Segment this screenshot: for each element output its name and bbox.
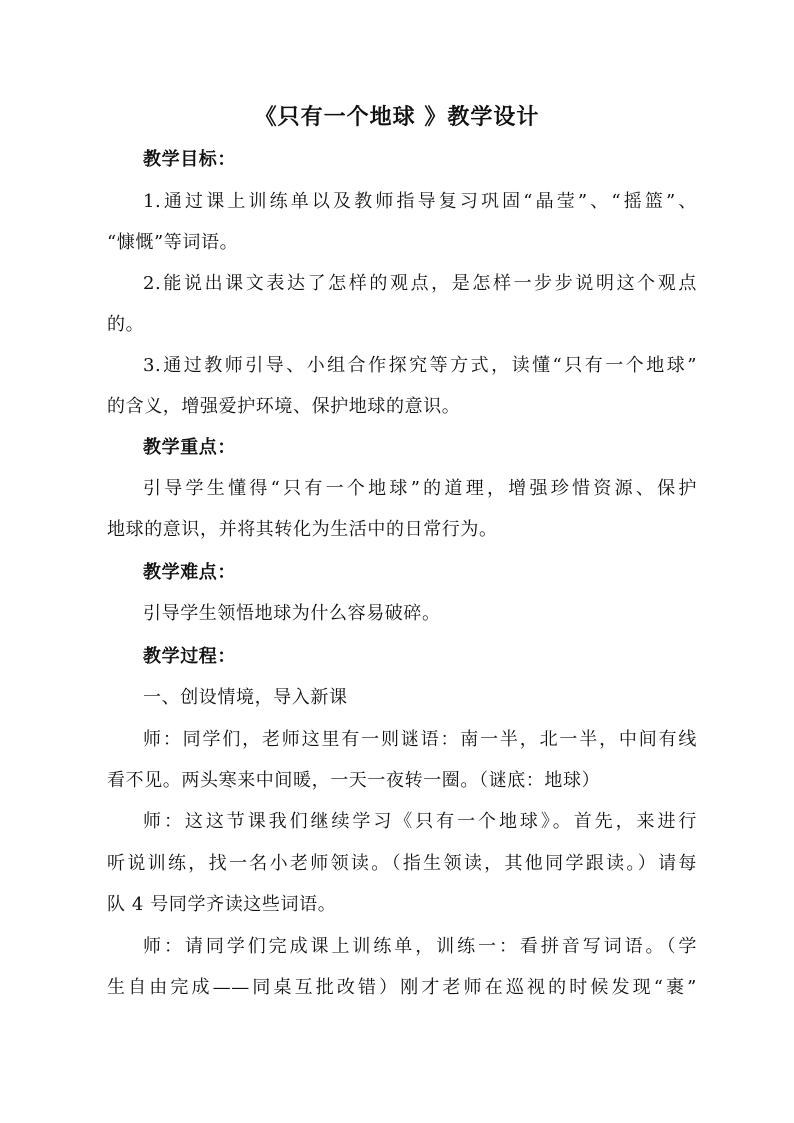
- paragraph-line: 引导学生懂得“只有一个地球”的道理，增强珍惜资源、保护: [143, 478, 697, 499]
- section-heading: 一、创设情境，导入新课: [143, 687, 348, 708]
- paragraph-line: 生自由完成——同桌互批改错）刚才老师在巡视的时候发现“裹”: [107, 977, 697, 998]
- paragraph-line: 的含义，增强爱护环境、保护地球的意识。: [107, 396, 461, 417]
- paragraph-line: 听说训练，找一名小老师领读。（指生领读，其他同学跟读。）请每: [107, 853, 697, 874]
- paragraph-line: “慷慨”等词语。: [107, 232, 239, 253]
- paragraph-line: 3.通过教师引导、小组合作探究等方式，读懂“只有一个地球”: [143, 355, 697, 376]
- paragraph-line: 师：同学们，老师这里有一则谜语：南一半，北一半，中间有线: [143, 729, 697, 750]
- paragraph-line: 队 4 号同学齐读这些词语。: [107, 894, 337, 915]
- paragraph-line: 2.能说出课文表达了怎样的观点，是怎样一步步说明这个观点: [143, 273, 697, 294]
- paragraph-line: 地球的意识，并将其转化为生活中的日常行为。: [107, 519, 498, 540]
- document-title: 《只有一个地球 》教学设计: [254, 104, 540, 130]
- heading-process: 教学过程：: [143, 646, 236, 667]
- paragraph-line: 1.通过课上训练单以及教师指导复习巩固“晶莹”、“摇篮”、: [143, 191, 697, 212]
- heading-key-points: 教学重点：: [143, 437, 236, 458]
- paragraph-line: 的。: [107, 314, 145, 335]
- paragraph-line: 引导学生领悟地球为什么容易破碎。: [143, 603, 441, 624]
- paragraph-line: 看不见。两头寒来中间暖，一天一夜转一圈。（谜底：地球）: [107, 770, 601, 791]
- heading-difficulties: 教学难点：: [143, 562, 236, 583]
- paragraph-line: 师：请同学们完成课上训练单，训练一：看拼音写词语。（学: [143, 936, 697, 957]
- paragraph-line: 师：这这节课我们继续学习《只有一个地球》。首先，来进行: [143, 811, 697, 832]
- heading-objectives: 教学目标：: [143, 149, 236, 170]
